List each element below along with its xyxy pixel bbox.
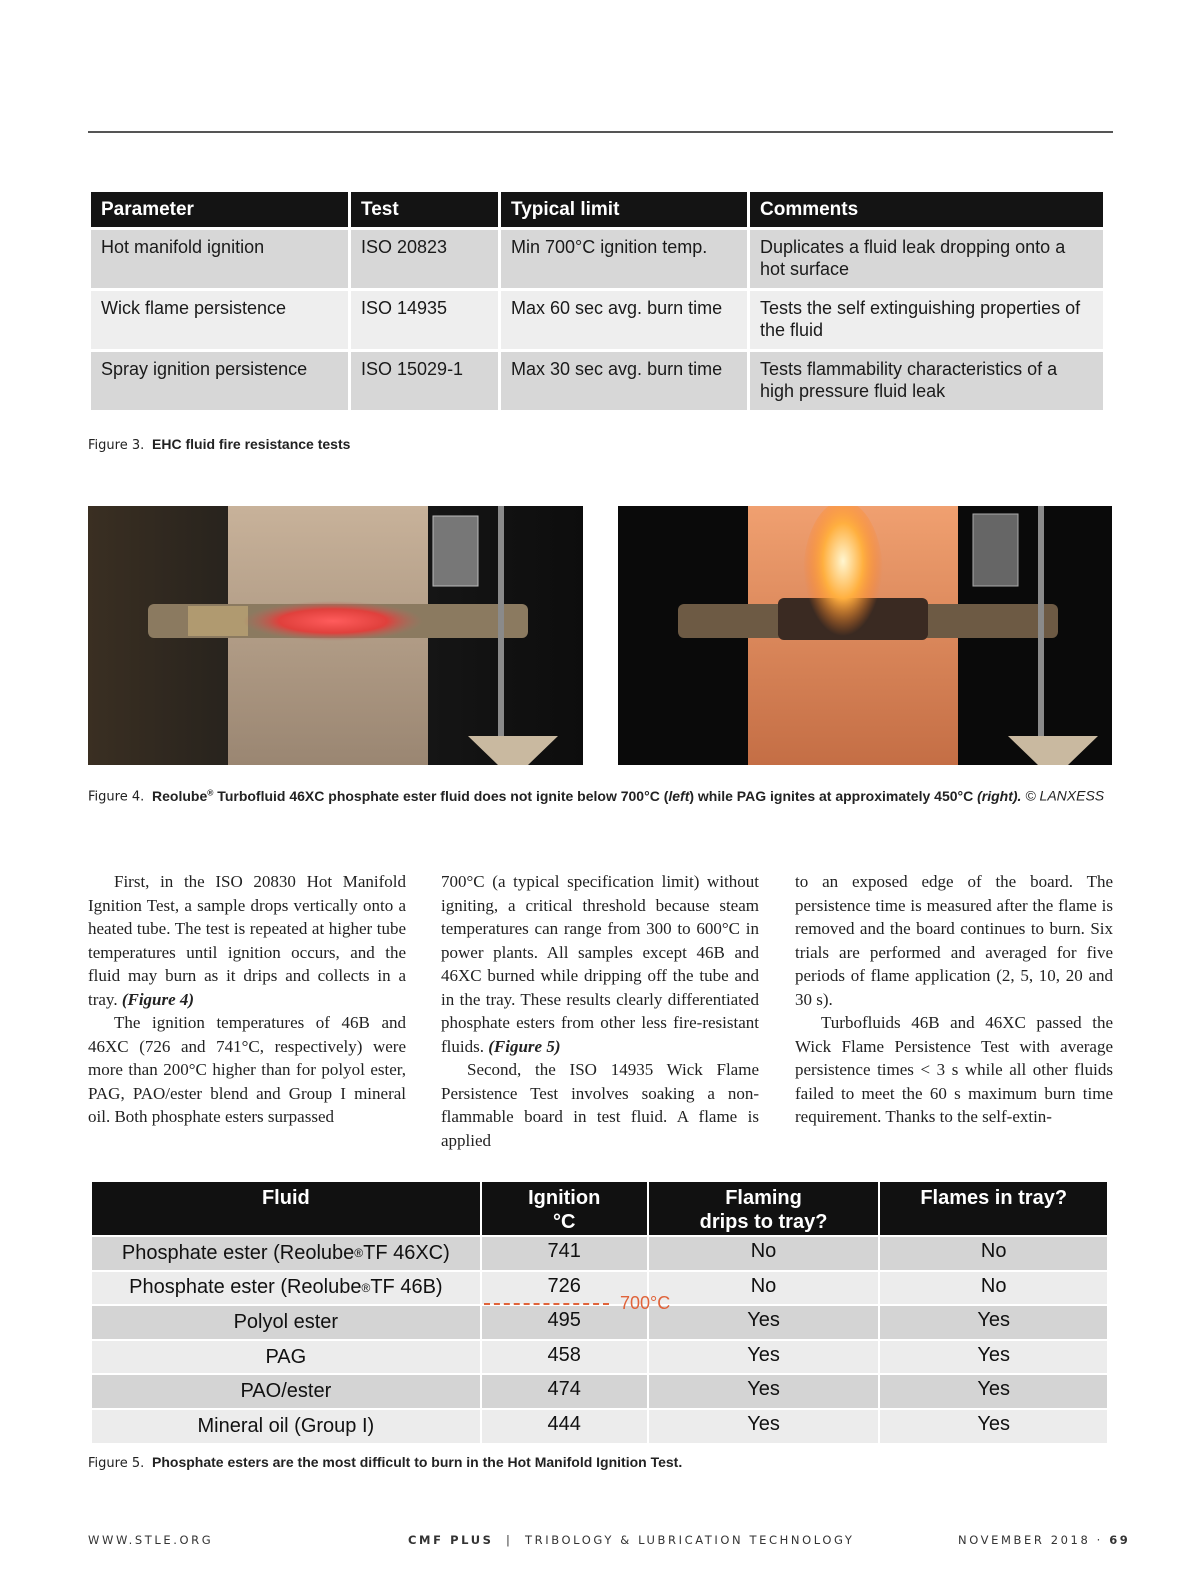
cell-comments: Duplicates a fluid leak dropping onto a hot surface [750,227,1103,288]
pag-ignition-photo-right [618,506,1112,765]
cell-fluid [92,1237,482,1270]
paragraph: Turbofluids 46B and 46XC passed the Wick Flame Persistence Test with average persistence times < 3 s while all other fluids failed to meet the 60 s maximum burn time requirement. Thanks to the self-extin- [795,1013,1113,1126]
cell-ignition: 741 [482,1237,649,1270]
cell-comments: Tests the self extinguishing properties of the fluid [750,288,1103,349]
cell-tray: No [880,1272,1107,1305]
footer-section: CMF PLUS [408,1533,494,1547]
table-row [92,1304,1107,1339]
header-drips [649,1182,881,1235]
footer-date-page [958,1533,1130,1547]
cell-parameter: Hot manifold ignition [91,227,348,288]
threshold-line [484,1303,609,1305]
cell-fluid [92,1272,482,1305]
cell-drips: No [649,1272,881,1305]
fluid-name: Phosphate ester (Reolube [129,1276,362,1299]
figure-reference: (Figure 4) [121,989,195,1009]
hot-manifold-results-table [92,1182,1107,1443]
cell-fluid: Mineral oil (Group I) [92,1410,482,1443]
table-row [92,1408,1107,1443]
hot-manifold-photo-left [88,506,583,765]
caption-label: Figure 3. [88,438,145,453]
footer-magazine: TRIBOLOGY & LUBRICATION TECHNOLOGY [525,1533,855,1547]
figure-3-caption [88,436,350,453]
header-fluid [92,1182,482,1235]
registered-mark: ® [354,1246,364,1261]
registered-mark: ® [361,1280,371,1295]
footer-separator: | [506,1533,513,1547]
header-parameter: Parameter [91,192,348,227]
fluid-name-tail: TF 46B) [370,1276,443,1299]
paragraph-text: First, in the ISO 20830 Hot Manifold Ignition Test, a sample drops vertically onto a heated tube. The test is repeated at higher tube temperatures until ignition occurs, and the fluid may burn as it drips and collects in a tray. [88,872,406,1009]
cell-ignition: 474 [482,1375,649,1408]
fluid-name-tail: TF 46XC) [363,1241,450,1264]
cell-drips: Yes [649,1341,881,1374]
text-column-3 [795,870,1113,1129]
paragraph-text: 700°C (a typical specification limit) without igniting, a critical threshold because steam temperatures can range from 300 to 600°C in power plants. All samples except 46B and 46XC burned while dripping off the tube and in the tray. These results clearly differentiated phosphate esters from other less fire-resistant fluids. [441,872,759,1056]
cell-drips: Yes [649,1306,881,1339]
paragraph [441,870,759,1058]
page-number: 69 [1109,1533,1131,1547]
header-text: Ignition [528,1187,601,1209]
cell-parameter: Spray ignition persistence [91,349,348,410]
cell-tray: Yes [880,1341,1107,1374]
header-text: Flaming [725,1187,802,1209]
footer-dot: · [1096,1533,1103,1547]
caption-text: Turbofluid 46XC phosphate ester fluid does not ignite below 700°C ( [213,787,669,804]
table-row [91,288,1103,349]
caption-credit: © LANXESS [1021,787,1105,804]
cell-tray: Yes [880,1375,1107,1408]
caption-left: left [668,787,690,804]
caption-text: Phosphate esters are the most difficult to burn in the Hot Manifold Ignition Test. [152,1454,683,1470]
cell-tray: Yes [880,1306,1107,1339]
registered-mark: ® [207,787,214,797]
threshold-label: 700°C [620,1293,671,1313]
cell-tray: No [880,1237,1107,1270]
cell-comments: Tests flammability characteristics of a high pressure fluid leak [750,349,1103,410]
footer-date: NOVEMBER 2018 [958,1533,1091,1547]
table-row [92,1339,1107,1374]
figure-reference: (Figure 5) [488,1036,561,1056]
header-text: Fluid [261,1187,310,1209]
cell-fluid: PAG [92,1341,482,1374]
cell-ignition: 444 [482,1410,649,1443]
header-tray [880,1182,1107,1235]
cell-limit: Max 60 sec avg. burn time [501,288,747,349]
cell-tray: Yes [880,1410,1107,1443]
figure-5-caption [88,1454,682,1471]
cell-parameter: Wick flame persistence [91,288,348,349]
header-ignition [482,1182,649,1235]
header-comments: Comments [750,192,1103,227]
footer-website: WWW.STLE.ORG [88,1533,214,1547]
cell-ignition: 458 [482,1341,649,1374]
cell-fluid: Polyol ester [92,1306,482,1339]
header-text: Flames in tray? [920,1187,1068,1209]
cell-limit: Min 700°C ignition temp. [501,227,747,288]
text-column-2 [441,870,759,1152]
top-rule [88,131,1113,133]
paragraph: The ignition temperatures of 46B and 46XC (726 and 741°C, respectively) were more than 200°C higher than for polyol ester, PAG, PAO/ester blend and Group I mineral oil. Both phosphate esters surpassed [88,1013,406,1126]
text-column-1 [88,870,406,1129]
paragraph: to an exposed edge of the board. The persistence time is measured after the flame is removed and the board continues to burn. Six trials are performed and averaged for five periods of flame application (2, 5, 10, 20 and 30 s). [795,872,1113,1009]
cell-test: ISO 14935 [351,288,498,349]
caption-text: ) while PAG ignites at approximately 450°C [689,787,978,804]
header-test: Test [351,192,498,227]
header-text: °C [552,1211,576,1233]
caption-label: Figure 5. [88,1456,145,1471]
table-header-row [92,1182,1107,1235]
paragraph [88,870,406,1011]
cell-drips: Yes [649,1375,881,1408]
cell-drips: No [649,1237,881,1270]
header-typical-limit: Typical limit [501,192,747,227]
table-header-row [91,192,1103,227]
cell-test: ISO 20823 [351,227,498,288]
fluid-name: Phosphate ester (Reolube [121,1241,355,1264]
cell-drips: Yes [649,1410,881,1443]
table-row [92,1373,1107,1408]
figure-4-caption [88,787,1104,805]
table-row [91,227,1103,288]
fire-resistance-tests-table [88,192,1106,410]
table-row [91,349,1103,410]
table-row [92,1270,1107,1305]
cell-ignition: 495 [482,1306,649,1339]
cell-fluid: PAO/ester [92,1375,482,1408]
header-text: drips to tray? [699,1211,828,1233]
table-row [92,1235,1107,1270]
caption-right: (right). [977,787,1022,804]
footer-publication [408,1533,855,1547]
paragraph: Second, the ISO 14935 Wick Flame Persistence Test involves soaking a non-flammable board in test fluid. A flame is applied [441,1060,759,1150]
cell-test: ISO 15029-1 [351,349,498,410]
caption-text: EHC fluid fire resistance tests [152,436,351,452]
caption-label: Figure 4. [88,789,145,805]
cell-ignition: 726 [482,1272,649,1305]
cell-limit: Max 30 sec avg. burn time [501,349,747,410]
caption-text: Reolube [152,787,208,804]
